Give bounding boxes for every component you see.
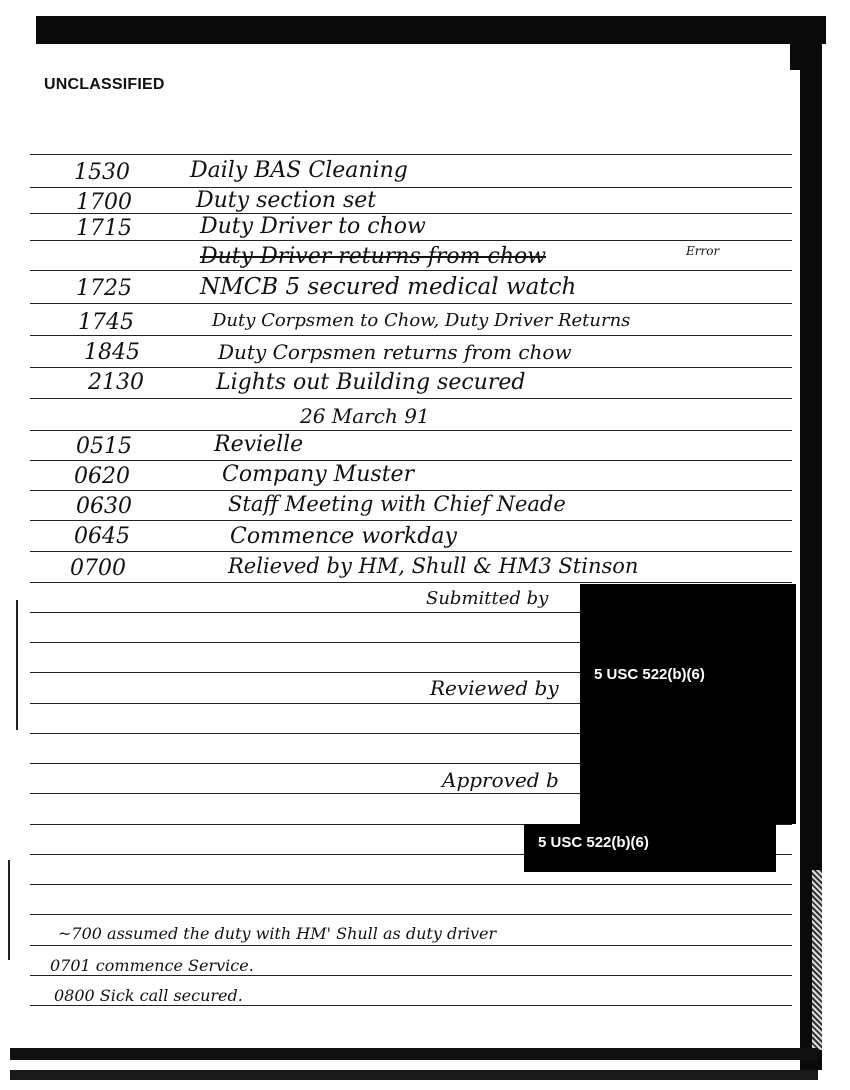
ruled-line [30,945,792,946]
ruled-line [30,187,792,188]
ruled-line [30,551,792,552]
log-time: 0645 [74,524,130,549]
ruled-line [30,975,792,976]
ruled-line [30,460,792,461]
log-time: 1725 [76,276,132,301]
ruled-line [30,154,792,155]
log-time: 1700 [76,190,132,215]
log-time: 1745 [78,310,134,335]
ruled-line [30,520,792,521]
ruled-line [30,367,792,368]
log-text: Revielle [214,432,304,457]
log-time: 1530 [74,160,130,185]
submitted-by-label: Submitted by [426,588,549,609]
log-time: 0630 [76,494,132,519]
log-text: Lights out Building secured [216,370,526,395]
scan-right-noise [812,870,822,1050]
redaction-label: 5 USC 522(b)(6) [594,666,705,683]
ruled-line [30,398,792,399]
log-text: Duty Driver to chow [200,214,426,239]
scan-bottom-line [10,1070,818,1080]
redaction-box [580,584,796,824]
log-text: Company Muster [222,462,415,487]
error-note: Error [686,244,720,258]
scan-top-border [36,16,826,44]
ruled-line [30,582,792,583]
log-text: NMCB 5 secured medical watch [200,274,577,300]
redaction-label: 5 USC 522(b)(6) [538,834,649,851]
log-time: 0515 [76,434,132,459]
addendum-line: 0701 commence Service. [50,956,254,975]
scan-bottom-border [10,1048,818,1060]
reviewed-by-label: Reviewed by [430,676,559,700]
ruled-line [30,240,792,241]
log-text: Relieved by HM, Shull & HM3 Stinson [228,554,639,578]
approved-by-label: Approved b [442,768,559,792]
ruled-line [30,335,792,336]
scan-left-mark [16,600,18,730]
log-time: 0620 [74,464,130,489]
ruled-line [30,884,792,885]
ruled-line [30,270,792,271]
addendum-line: 0800 Sick call secured. [54,986,243,1005]
log-text: Duty Corpsmen returns from chow [218,340,572,364]
log-time: 2130 [88,370,144,395]
log-time: 0700 [70,556,126,581]
addendum-line: ~700 assumed the duty with HM' Shull as duty driver [58,924,497,943]
ruled-line [30,914,792,915]
log-text: Duty section set [196,188,377,213]
log-date: 26 March 91 [300,404,430,428]
log-time: 1715 [76,216,132,241]
log-text-struck: Duty Driver returns from chow [200,244,547,269]
log-text: Duty Corpsmen to Chow, Duty Driver Returns [212,310,631,331]
log-time: 1845 [84,340,140,365]
ruled-line [30,430,792,431]
ruled-line [30,1005,792,1006]
log-text: Commence workday [230,524,457,549]
redaction-box [524,824,776,872]
ruled-line [30,490,792,491]
ruled-line [30,303,792,304]
log-text: Staff Meeting with Chief Neade [228,492,566,516]
classification-header: UNCLASSIFIED [44,76,165,93]
scan-left-mark [8,860,10,960]
log-text: Daily BAS Cleaning [190,158,408,183]
